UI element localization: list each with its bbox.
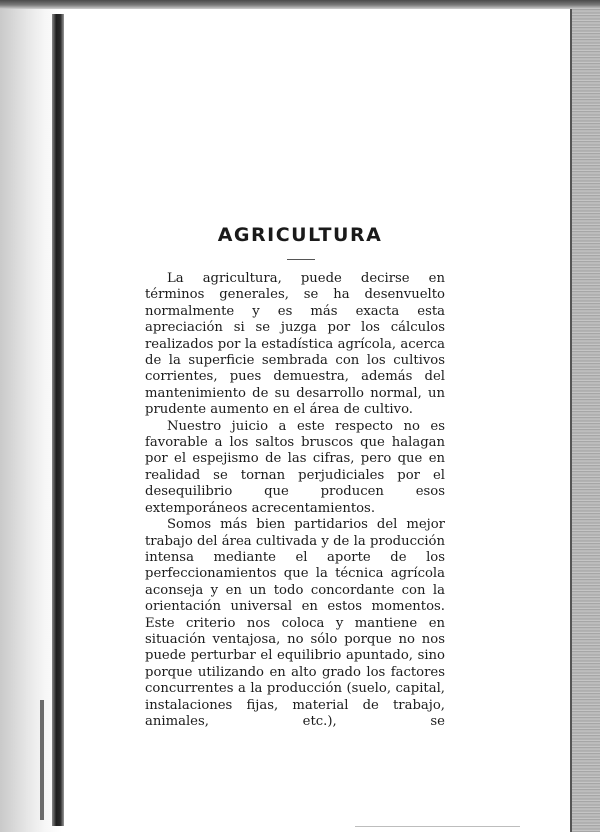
paragraph-2: Nuestro juicio a este respecto no es favorable a los saltos bruscos que halagan por el espejismo de las cifras, pero que en realidad se tornan perjudiciales por el desequilibrio que producen esos extemporáneos acrecentamientos.	[145, 418, 445, 516]
book-spine-line	[52, 14, 64, 826]
scan-right-edge	[572, 9, 600, 832]
scan-bottom-rule	[355, 826, 520, 827]
title-divider	[287, 259, 315, 260]
page-title: AGRICULTURA	[217, 224, 383, 246]
paragraph-3: Somos más bien partidarios del mejor trabajo del área cultivada y de la producción intensa mediante el aporte de los perfeccionamientos que la técnica agrícola aconseja y en un todo concordante con la orientación universal en estos momentos. Este criterio nos coloca y mantiene en situación ventajosa, no sólo porque no nos puede perturbar el equilibrio apuntado, sino porque utilizando en alto grado los factores concurrentes a la producción (suelo, capital, instalaciones fijas, material de trabajo, animales, etc.), se	[145, 517, 445, 729]
scan-spine-shadow	[40, 700, 44, 820]
scan-top-edge	[0, 0, 600, 9]
paragraph-1: La agricultura, puede decirse en términos generales, se ha desenvuelto normalmente y es más exacta esta apreciación si se juzga por los cálculos realizados por la estadística agrícola, acerca de la superficie sembrada con los cultivos corrientes, pues demuestra, además del mantenimiento de su desarrollo normal, un prudente aumento en el área de cultivo.	[145, 271, 445, 418]
body-text	[145, 271, 445, 730]
